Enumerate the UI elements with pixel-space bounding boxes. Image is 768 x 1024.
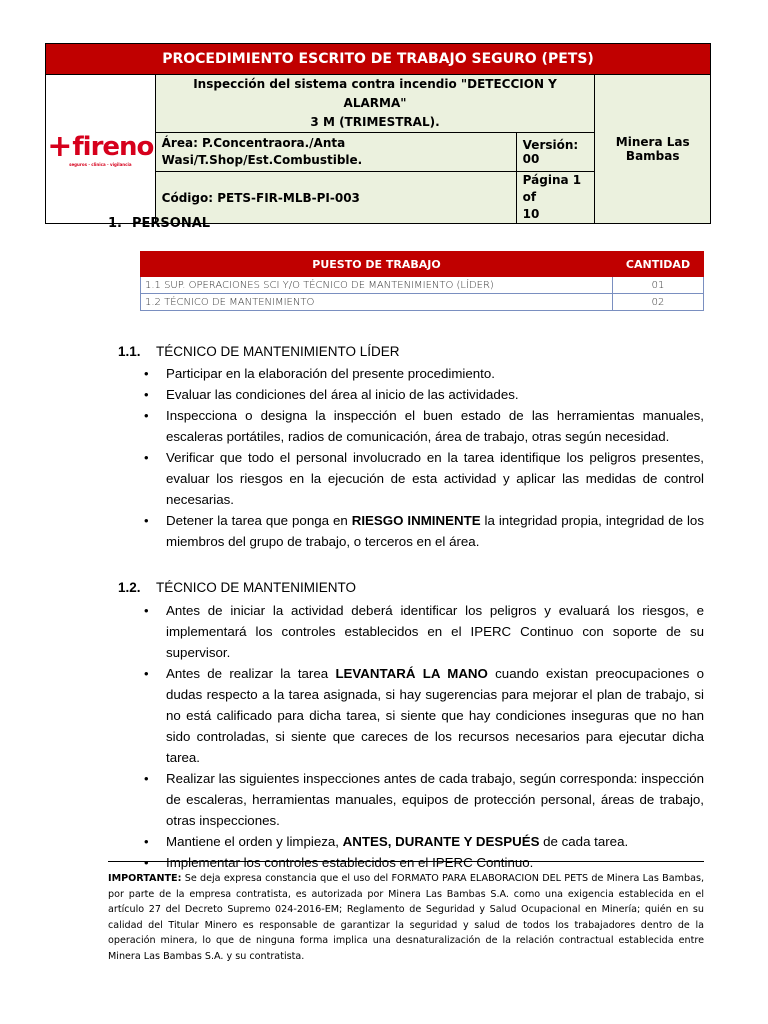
table-row: 1.2 TÉCNICO DE MANTENIMIENTO 02 — [141, 294, 704, 311]
column-header: CANTIDAD — [613, 252, 704, 277]
code-field: Código: PETS-FIR-MLB-PI-003 — [155, 172, 516, 224]
list-item: • Implementar los controles establecidos en el IPERC Continuo. — [140, 852, 704, 873]
subsection-heading: 1.2. TÉCNICO DE MANTENIMIENTO — [118, 580, 357, 595]
list-item: • Inspecciona o designa la inspección el buen estado de las herramientas manuales, escaleras portátiles, radios de comunicación, área de trabajo, otras según necesidad. — [140, 405, 704, 447]
company-name: Minera Las Bambas — [595, 75, 711, 224]
subsection-heading: 1.1. TÉCNICO DE MANTENIMIENTO LÍDER — [118, 344, 400, 359]
list-item: • Antes de realizar la tarea LEVANTARÁ LA MANO cuando existan preocupaciones o dudas respecto a la tarea asignada, si hay sugerencias para mejorar el plan de trabajo, si no está calificado para dicha tarea, si siente que hay condiciones inseguras que no han sido controladas, si siente que careces de los recursos necesarios para ejecutar dicha tarea. — [140, 663, 704, 768]
important-notice: IMPORTANTE: Se deja expresa constancia que el uso del FORMATO PARA ELABORACION DEL PETS de Minera Las Bambas, por parte de la empresa contratista, es autorizada por Minera Las Bambas S.A. como una exigencia establecida en el artículo 27 del Decreto Supremo 024-2016-EM; Reglamento de Seguridad y Salud Ocupacional en Minería; quién en su calidad del Titular Minero es responsable de garantizar la seguridad y salud de todos los trabajadores dentro de la operación minera, lo que de ninguna forma implica una desnaturalización de la relación contractual establecida entre Minera Las Bambas S.A. y su contratista. — [108, 873, 704, 962]
procedure-subtitle: Inspección del sistema contra incendio "DETECCION Y ALARMA" 3 M (TRIMESTRAL). — [155, 75, 595, 133]
list-item: • Realizar las siguientes inspecciones antes de cada trabajo, según corresponda: inspección de escaleras, herramientas manuales, equipos de protección personal, áreas de trabajo, otras inspecciones. — [140, 768, 704, 831]
document-title: PROCEDIMIENTO ESCRITO DE TRABAJO SEGURO (PETS) — [46, 44, 711, 75]
page-field: Página 1 of 10 — [516, 172, 595, 224]
leader-duties-list — [140, 363, 704, 552]
version-field: Versión: 00 — [516, 133, 595, 172]
list-item: • Mantiene el orden y limpieza, ANTES, DURANTE Y DESPUÉS de cada tarea. — [140, 831, 704, 852]
list-item: • Verificar que todo el personal involucrado en la tarea identifique los peligros presentes, evaluar los riesgos en la ejecución de esta actividad y aplicar las medidas de control necesarias. — [140, 447, 704, 510]
logo-cell — [46, 75, 156, 224]
table-row: 1.1 SUP. OPERACIONES SCI Y/O TÉCNICO DE MANTENIMIENTO (LÍDER) 01 — [141, 277, 704, 294]
list-item: • Antes de iniciar la actividad deberá identificar los peligros y evaluará los riesgos, e implementará los controles establecidos en el IPERC Continuo con soporte de su supervisor. — [140, 600, 704, 663]
footer-divider — [108, 861, 704, 862]
list-item: • Participar en la elaboración del presente procedimiento. — [140, 363, 704, 384]
area-field: Área: P.Concentraora./Anta Wasi/T.Shop/Est.Combustible. — [155, 133, 516, 172]
technician-duties-list — [140, 600, 704, 873]
section-heading: 1. PERSONAL — [108, 216, 211, 231]
fireno-logo: + fireno seguros · clinica · vigilancia — [47, 129, 154, 167]
header-table — [45, 43, 711, 224]
list-item: • Detener la tarea que ponga en RIESGO INMINENTE la integridad propia, integridad de los miembros del grupo de trabajo, o terceros en el área. — [140, 510, 704, 552]
column-header: PUESTO DE TRABAJO — [141, 252, 613, 277]
personnel-table — [140, 251, 704, 311]
list-item: • Evaluar las condiciones del área al inicio de las actividades. — [140, 384, 704, 405]
cross-icon: + — [47, 129, 72, 164]
